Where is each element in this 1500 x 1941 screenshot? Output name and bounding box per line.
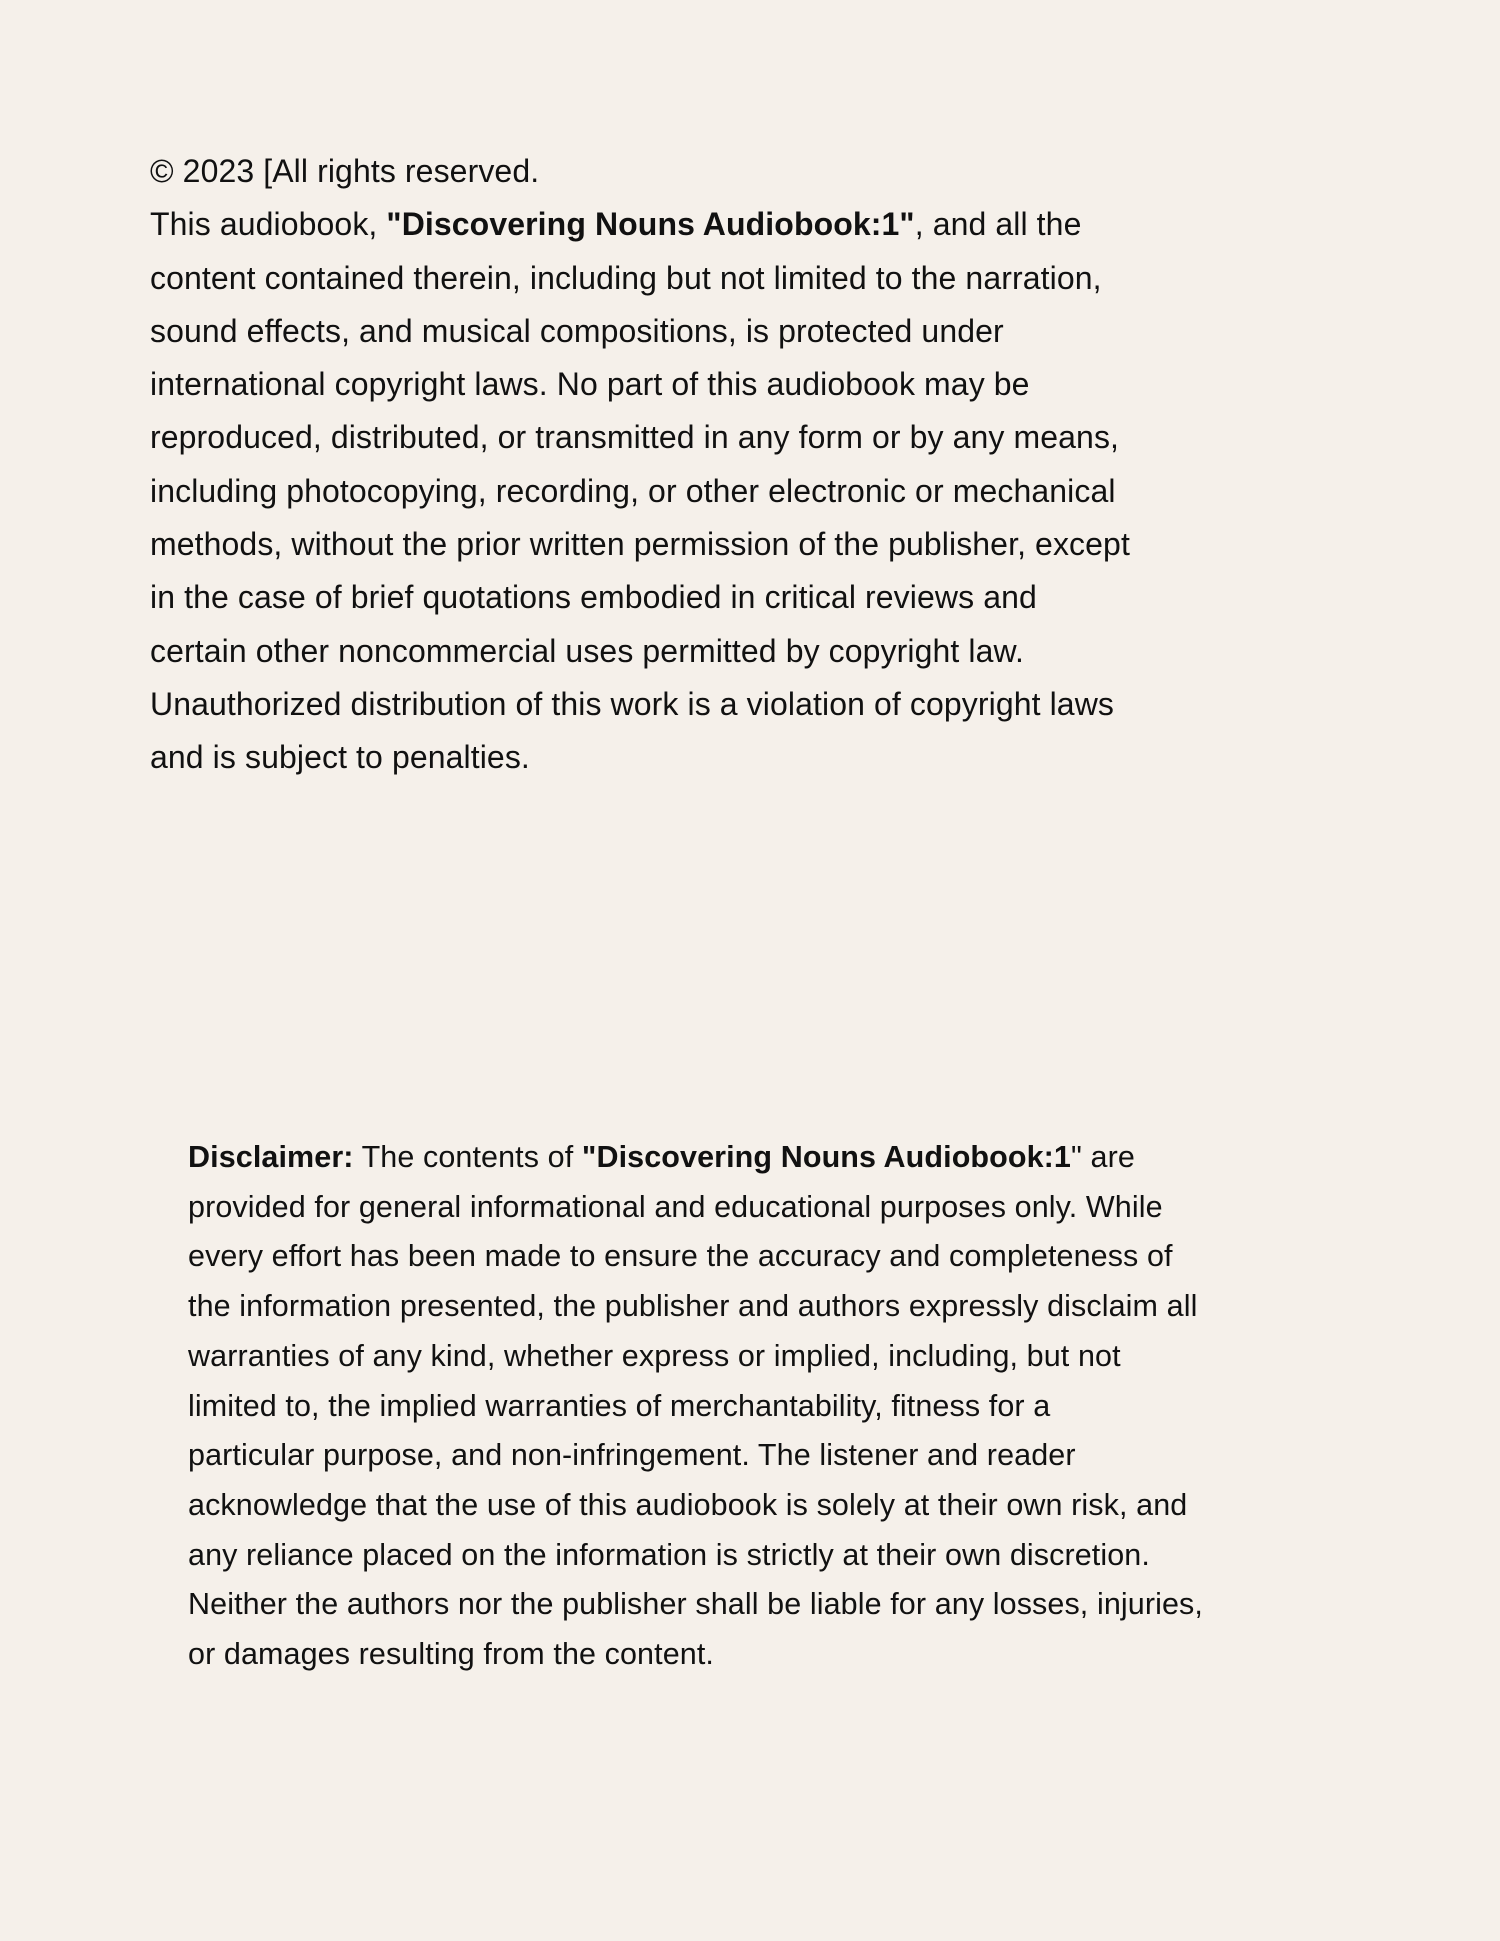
disclaimer-intro-text: The contents of [353, 1140, 582, 1174]
copyright-body-line: Unauthorized distribution of this work is a violation of copyright laws [150, 685, 1115, 722]
disclaimer-body-line: particular purpose, and non-infringement. The listener and reader [188, 1438, 1076, 1473]
book-title: "Discovering Nouns Audiobook:1 [581, 1140, 1071, 1174]
copyright-body-line: methods, without the prior written permission of the publisher, except [150, 526, 1130, 563]
closing-quote: " [1071, 1140, 1082, 1174]
copyright-body-line: sound effects, and musical compositions, is protected under [150, 312, 1004, 349]
copyright-notice [150, 145, 1350, 785]
copyright-intro-line [150, 198, 1350, 251]
disclaimer-body-line: every effort has been made to ensure the accuracy and completeness of [188, 1239, 1173, 1274]
book-title: "Discovering Nouns Audiobook:1" [386, 206, 915, 243]
disclaimer-body-line: provided for general informational and educational purposes only. While [188, 1189, 1163, 1224]
disclaimer-body-line: any reliance placed on the information is strictly at their own discretion. [188, 1537, 1150, 1572]
copyright-line: © 2023 [All rights reserved. [150, 153, 540, 189]
disclaimer-body-line: the information presented, the publisher and authors expressly disclaim all [188, 1289, 1198, 1324]
disclaimer-intro-line [188, 1133, 1348, 1183]
disclaimer-body-line: or damages resulting from the content. [188, 1637, 714, 1672]
copyright-body-line: and is subject to penalties. [150, 739, 530, 776]
copyright-body-line: including photocopying, recording, or other electronic or mechanical [150, 472, 1116, 509]
copyright-body-line: in the case of brief quotations embodied in critical reviews and [150, 579, 1037, 616]
disclaimer-body-line: acknowledge that the use of this audiobook is solely at their own risk, and [188, 1487, 1188, 1522]
copyright-intro-tail: , and all the [914, 206, 1082, 243]
disclaimer-body-line: warranties of any kind, whether express or implied, including, but not [188, 1338, 1121, 1373]
copyright-body-line: certain other noncommercial uses permitted by copyright law. [150, 632, 1024, 669]
copyright-intro-text: This audiobook, [150, 206, 387, 243]
disclaimer-intro-tail: are [1081, 1140, 1135, 1174]
copyright-body-line: international copyright laws. No part of this audiobook may be [150, 366, 1030, 403]
disclaimer-body-line: Neither the authors nor the publisher shall be liable for any losses, injuries, [188, 1587, 1203, 1622]
copyright-body-line: content contained therein, including but not limited to the narration, [150, 259, 1102, 296]
copyright-body-line: reproduced, distributed, or transmitted in any form or by any means, [150, 419, 1120, 456]
disclaimer-body-line: limited to, the implied warranties of merchantability, fitness for a [188, 1388, 1051, 1423]
disclaimer-label: Disclaimer: [188, 1140, 354, 1174]
disclaimer [188, 1133, 1348, 1680]
